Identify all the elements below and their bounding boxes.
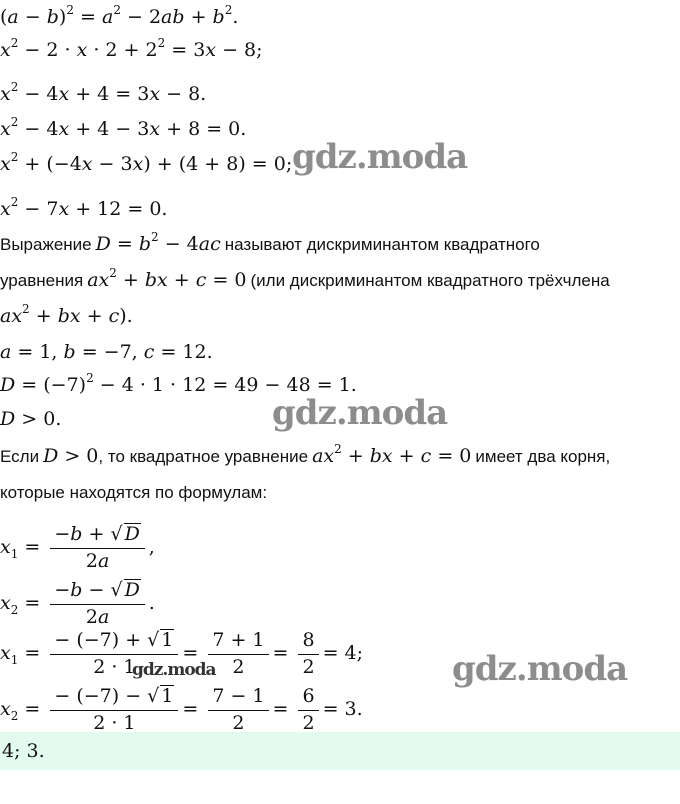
- formula-x2: $x_2$ = $\frac{-b - √ D}{2a}$ .: [0, 579, 155, 628]
- line-discriminant-value: $D = (-7)^2 - 4 \cdot 1 \cdot 12 = 49 - 48 = 1$.: [0, 371, 357, 396]
- line-square-formula: $(a - b)^2 = a^2 - 2ab + b^2$.: [0, 3, 239, 28]
- watermark-logo: gdz.moda: [272, 393, 448, 433]
- result-x1: $x_1$ = $\frac{- (-7) + √ 1}{2 \cdot 1}$ = $\frac{7 + 1}{2}$ = $\frac{8}{2}$ = 4;: [0, 629, 364, 678]
- watermark-logo: gdz.moda: [452, 649, 628, 689]
- formula-x1: $x_1$ = $\frac{-b + √ D}{2a}$ ,: [0, 523, 155, 572]
- line-trinomial: $ax^2$ + bx + c).: [0, 302, 133, 327]
- line-substitution: $x^2 - 2 \cdot x \cdot 2 + 2^2 = 3x - 8$;: [0, 36, 263, 61]
- line-expanded: $x^2 - 4x + 4 = 3x - 8$.: [0, 80, 207, 105]
- text-vyrazhenie: Выражение: [0, 235, 92, 254]
- line-grouped: $x^2 + (-4x - 3x) + (4 + 8) = 0$;: [0, 150, 293, 175]
- text-two-roots: имеет два корня,: [475, 447, 611, 466]
- answer-text: 4; 3.: [2, 740, 45, 762]
- text-discriminant: называют дискриминантом квадратного: [224, 235, 540, 254]
- line-quadratic: $x^2 - 7x + 12 = 0$.: [0, 195, 168, 220]
- result-x2: $x_2$ = $\frac{- (-7) - √ 1}{2 \cdot 1}$ = $\frac{7 - 1}{2}$ = $\frac{6}{2}$ = 3.: [0, 685, 363, 730]
- line-discriminant-positive: D > 0.: [0, 408, 62, 430]
- watermark-logo-small: gdz.moda: [132, 660, 216, 680]
- line-formulas-intro: которые находятся по формулам:: [0, 483, 268, 502]
- text-trinomial: (или дискриминантом квадратного трёхчлена: [250, 271, 610, 290]
- line-moved: $x^2 - 4x + 4 - 3x + 8 = 0$.: [0, 115, 247, 140]
- line-equation-form: уравнения $ax^2$ + bx + c = 0 (или дискриминантом квадратного трёхчлена: [0, 266, 610, 291]
- text-to-quadratic: , то квадратное уравнение: [98, 447, 309, 466]
- line-discriminant-definition: Выражение $D = b^2 - 4ac$ называют дискриминантом квадратного: [0, 230, 540, 255]
- answer-box: [0, 732, 680, 770]
- text-uravneniya: уравнения: [0, 271, 84, 290]
- line-two-roots: Если D > 0, то квадратное уравнение $ax^2$ + bx + c = 0 имеет два корня,: [0, 442, 611, 467]
- line-coefficients: a = 1, b = −7, c = 12.: [0, 341, 213, 363]
- watermark-logo: gdz.moda: [292, 137, 468, 177]
- text-esli: Если: [0, 447, 40, 466]
